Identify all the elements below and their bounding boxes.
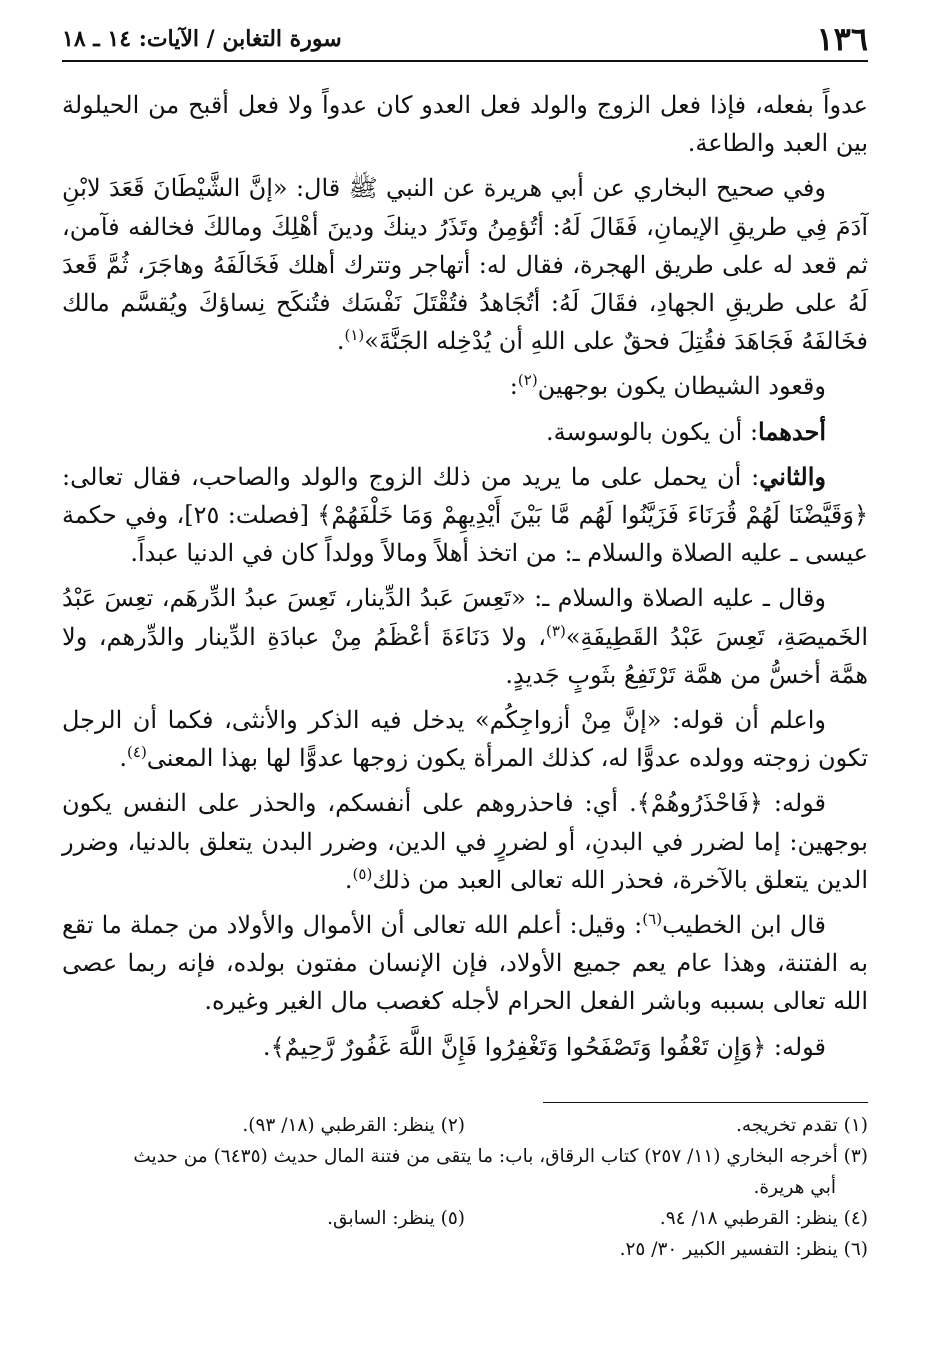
quran-verse: ﴿وَقَيَّضْنَا لَهُمْ قُرَنَاءَ فَزَيَّنُوا لَهُم مَّا بَيْنَ أَيْدِيهِمْ وَمَا خَلْفَهُمْ﴾ (317, 501, 869, 530)
footnote-row (62, 1234, 868, 1265)
footnote-ref-6: (٦) (642, 910, 663, 929)
paragraph-6: وقال ـ عليه الصلاة والسلام ـ: «تَعِسَ عَبدُ الدِّينار، تَعِسَ عبدُ الدِّرهَم، تعِسَ عَبْدُ الخَميصَةِ، تَعِسَ عَبْدُ القَطِيفَةِ»$^{(٣)}$، ولا دَنَاءَةَ أعْظَمُ مِنْ عبادَةِ الدِّينار والدِّرهم، ولا همَّة أخسُّ من همَّة تَرْتَفِعُ بثَوبٍ جَديدٍ. (62, 584, 868, 689)
footnote-ref-5: (٥) (352, 864, 373, 883)
label-first: أحدهما (758, 416, 826, 446)
footnote-divider (543, 1102, 868, 1103)
footnote-ref-2: (٢) (517, 371, 538, 390)
quran-verse: ﴿فَاحْذَرُوهُمْ﴾ (636, 789, 763, 818)
label-second: والثاني (759, 461, 826, 491)
footnote-2: (٢) ينظر: القرطبي (١٨/ ٩٣). (242, 1115, 465, 1136)
paragraph-1: عدواً بفعله، فإذا فعل الزوج والولد فعل العدو كان عدواً ولا فعل أقبح من الحيلولة بين العبد والطاعة. (62, 91, 868, 158)
footnote-ref-1: (١) (344, 326, 365, 345)
footnote-1: (١) تقدم تخريجه. (736, 1115, 868, 1136)
paragraph-9: قال ابن الخطيب$^{(٦)}$: وقيل: أعلم الله تعالى أن الأموال والأولاد من جملة ما تقع به الفتنة، وهذا عام يعم جميع الأولاد، فإن الإنسان مفتون بولده، فإنه ربما عصى الله تعالى بسببه وباشر الفعل الحرام لأجله كغصب مال الغير وغيره. (62, 910, 868, 1016)
paragraph-2: وفي صحيح البخاري عن أبي هريرة عن النبي ﷺ قال: «إنَّ الشَّيْطَانَ قَعَدَ لابْنِ آدَمَ فِي طريقِ الإيمانِ، فَقَالَ لَهُ: أتُؤمِنُ وتَذَرُ دينكَ ودينَ أهْلِكَ ومالكَ فخالفه فآمن، ثم قعد له على طريق الهجرة، فقال له: أتهاجر وتترك أهلك فَخَالَفَهُ وهاجَرَ، ثُمَّ قَعدَ لَهُ على طريقِ الجهادِ، فقَالَ لَهُ: أتُجَاهدُ فتُقْتَلَ نَفْسَك فتُنكَح نِساؤكَ ويُقسَّم مالك فخَالفَهُ فَجَاهَدَ فقُتِلَ فحقٌ على اللهِ أن يُدْخِله الجَنَّةَ»$^{(١)}$. (62, 174, 868, 356)
quran-verse: ﴿وَإِن تَعْفُوا وَتَصْفَحُوا وَتَغْفِرُوا فَإِنَّ اللَّهَ غَفُورٌ رَّحِيمٌ﴾ (270, 1032, 767, 1061)
footnote-ref-4: (٤) (127, 743, 147, 762)
paragraph-8: قوله: ﴿فَاحْذَرُوهُمْ﴾. أي: فاحذروهم على أنفسكم، والحذر على النفس يكون بوجهين: إما لضرر في البدنِ، أو لضررٍ في الدين، وضرر البدن يتعلق بالدنيا، وضرر الدين يتعلق بالآخرة، فحذر الله تعالى العبد من ذلك$^{(٥)}$. (62, 789, 868, 894)
page-header (62, 18, 868, 62)
main-text (62, 86, 868, 1073)
footnote-3: (٣) أخرجه البخاري (١١/ ٢٥٧) كتاب الرقاق، باب: ما يتقى من فتنة المال حديث (٦٤٣٥) من حديث أبي هريرة. (133, 1146, 868, 1198)
page-number: ١٣٦ (816, 20, 868, 58)
paragraph-7: واعلم أن قوله: «إنَّ مِنْ أزواجِكُم» يدخل فيه الذكر والأنثى، فكما أن الرجل تكون زوجته وولده عدوًّا له، كذلك المرأة يكون زوجها عدوًّا لها بهذا المعنى$^{(٤)}$. (62, 706, 868, 773)
footnotes (62, 1110, 868, 1265)
paragraph-3: وقعود الشيطان يكون بوجهين$^{(٢)}$: (509, 371, 826, 401)
footnote-row (62, 1110, 868, 1141)
paragraph-10: قوله: ﴿وَإِن تَعْفُوا وَتَصْفَحُوا وَتَغْفِرُوا فَإِنَّ اللَّهَ غَفُورٌ رَّحِيمٌ﴾. (262, 1032, 826, 1061)
footnote-5: (٥) ينظر: السابق. (327, 1208, 465, 1229)
paragraph-4: أحدهما: أن يكون بالوسوسة. (546, 416, 826, 446)
running-title: سورة التغابن / الآيات: ١٤ ـ ١٨ (62, 26, 342, 52)
footnote-ref-3: (٣) (546, 621, 566, 640)
footnote-row (62, 1203, 868, 1234)
paragraph-5: والثاني: أن يحمل على ما يريد من ذلك الزوج والولد والصاحب، فقال تعالى: ﴿وَقَيَّضْنَا لَهُمْ قُرَنَاءَ فَزَيَّنُوا لَهُم مَّا بَيْنَ أَيْدِيهِمْ وَمَا خَلْفَهُمْ﴾ [فصلت: ٢٥]، وفي حكمة عيسى ـ عليه الصلاة والسلام ـ: من اتخذ أهلاً ومالاً وولداً كان في الدنيا عبداً. (62, 461, 869, 568)
footnote-4: (٤) ينظر: القرطبي ١٨/ ٩٤. (659, 1208, 868, 1229)
footnote-6: (٦) ينظر: التفسير الكبير ٣٠/ ٢٥. (619, 1239, 868, 1260)
